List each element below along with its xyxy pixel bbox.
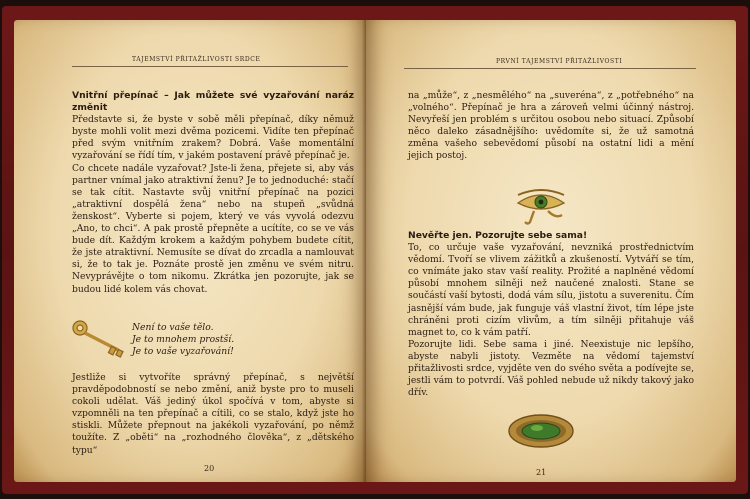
left-header-rule	[72, 66, 348, 67]
quote-line: Není to vaše tělo.	[132, 322, 214, 333]
right-paragraph-1: To, co určuje vaše vyzařování, nevzniká prostřednictvím vědomí. Tvoří se vlivem zážitků a zkušeností. Vytváří se tím, co vnímáte jako stav vaší reality. Prožité a naplněné vědomí působí mnohem silněji než naučené znalosti. Stane se součástí vaší bytosti, dodá vám sílu, jistotu a suverenitu. Čím jasnější vám bude, jak funguje váš vlastní život, tím lépe jste chráněni proti cizím vlivům, a tím silněji přitahuje váš magnet to, co k vám patří.	[408, 242, 694, 338]
eye-of-horus-icon	[514, 189, 568, 229]
right-body-top	[408, 90, 694, 163]
right-opening-paragraph: na „může“, z „nesmělého“ na „suveréna“, z „potřebného“ na „volného“. Přepínač je hra a zároveň velmi účinný nástroj. Nevyřeší jen problém s určitou osobou nebo situací. Způsobí něco daleko zásadnějšího: uvědomíte si, že už samotná změna vašeho sebevědomí působí na ostatní lidi a mění jejich postoj.	[408, 90, 694, 162]
golden-key-icon	[70, 318, 130, 362]
right-paragraph-2: Pozorujte lidi. Sebe sama i jiné. Neexistuje nic lepšího, abyste nabyli jistoty. Vezměte na vědomí tajemství přitažlivosti srdce, vyjděte ven do svého světa a podívejte se, jestli vám to potvrdí. Váš pohled nebude už nikdy takový jako dřív.	[408, 338, 694, 399]
right-page	[366, 20, 736, 482]
left-quote	[132, 322, 234, 358]
quote-line: Je to mnohem prostší.	[132, 334, 235, 346]
right-page-number: 21	[536, 468, 547, 477]
left-running-head: TAJEMSTVÍ PŘITAŽLIVOSTI SRDCE	[132, 56, 261, 63]
right-body-bottom	[408, 230, 694, 399]
quote-line: Je to vaše vyzařování!	[132, 346, 234, 358]
left-body-top	[72, 90, 354, 296]
left-closing-paragraph: Jestliže si vytvoříte správný přepínač, s největší pravděpodobností se nebo změní, aniž byste pro to museli cokoli udělat. Váš jediný úkol spočívá v tom, abyste si vzpomněli na ten přepínač a cítili, co se stalo, když jste ho stiskli. Můžete přepnout na jakékoli vyzařování, po němž toužíte. Z „oběti“ na „rozhodného člověka“, z „dětského typu“	[72, 372, 354, 456]
left-paragraph-1: Představte si, že byste v sobě měli přepínač, díky němuž byste mohli volit mezi dvěma pozicemi. Vidíte ten přepínač před svým vnitřním zrakem? Dobrá. Vaše momentální vyzařování se řídí tím, v jakém postavení právě přepínač je.	[72, 114, 354, 162]
right-header-rule	[404, 68, 696, 69]
left-page	[14, 20, 366, 482]
left-section-heading: Vnitřní přepínač – Jak můžete své vyzařování naráz změnit	[72, 90, 354, 114]
left-body-bottom	[72, 372, 354, 457]
left-page-number: 20	[204, 464, 215, 473]
green-gem-ornament-icon	[506, 412, 576, 454]
right-running-head: PRVNÍ TAJEMSTVÍ PŘITAŽLIVOSTI	[496, 58, 623, 65]
right-section-heading: Nevěřte jen. Pozorujte sebe sama!	[408, 230, 588, 241]
left-paragraph-2: Co chcete nadále vyzařovat? Jste-li žena, přejete si, aby vás partner vnímal jako atraktivní ženu? Je to jednoduché: stačí se tak cítit. Nastavte svůj vnitřní přepínač na pozici „atraktivní dospělá žena“ nebo na stupeň „svůdná ženskost“. Vyberte si pojem, který ve vás vyvolá odezvu „Ano, to chci“. A pak prostě přepněte a ucítíte, co se ve vás bude dít. Každým krokem a každým pohybem budete cítit, že jste atraktivní. Nemusíte se dívat do zrcadla a namlouvat si, že to tak je. Poznáte prostě jen změnu ve svém nitru. Nevyprávějte o tom nikomu. Zkrátka jen pozorujte, jak se budou lidé kolem vás chovat.	[72, 162, 354, 295]
